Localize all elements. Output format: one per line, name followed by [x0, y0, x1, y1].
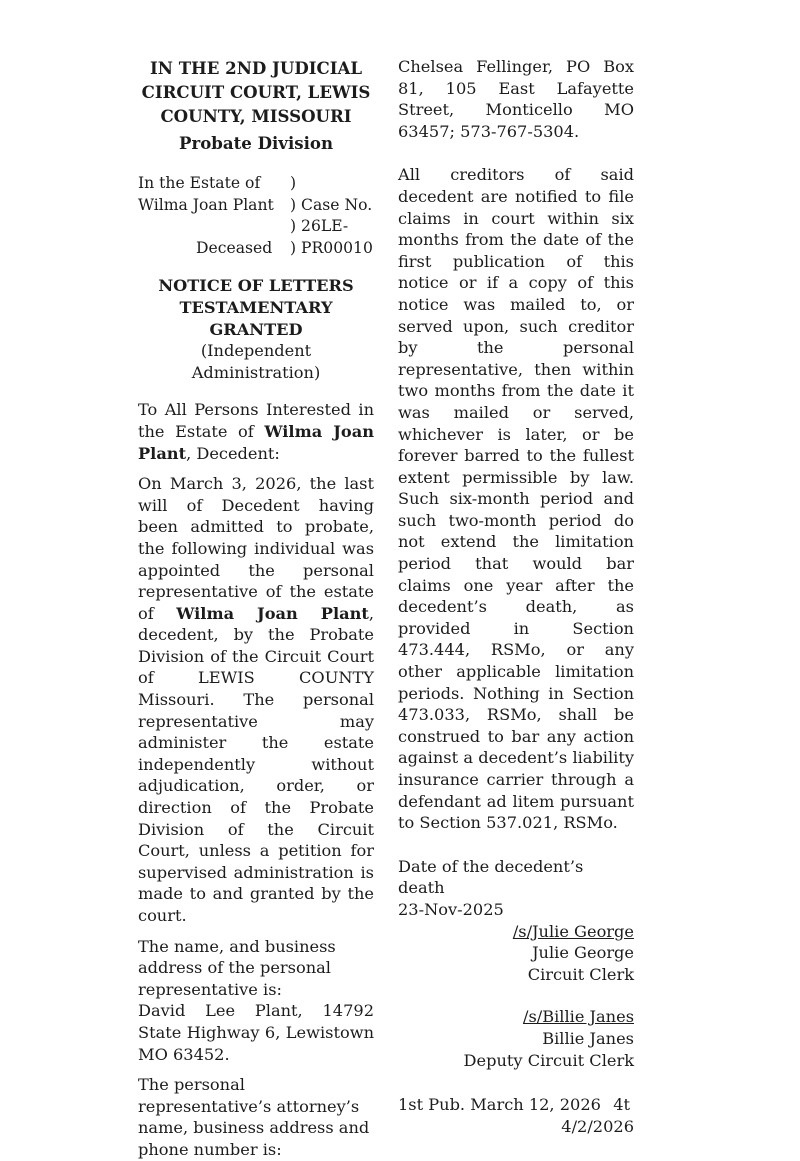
caption-right: ) — [290, 174, 297, 192]
paragraph-text: , decedent, by the Probate Division of the Circuit Court of LEWIS COUNTY Missouri. The personal representative may administer the estate independently without adjudication, order, or direction of the Probate Division of the Circuit Court, unless a petition for supervised administration is made to and granted by the court. — [138, 603, 374, 925]
notice-title-line-2: TESTAMENTARY GRANTED — [179, 297, 333, 339]
creditors-paragraph: All creditors of said decedent are notified to file claims in court within six months from the date of the first publication of this notice or if a copy of this notice was mailed to, or served upon, such creditor by the personal representative, then within two months from the date it was mailed or served, whichever is later, or be forever barred to the fullest extent permissible by law. Such six-month period and such two-month period do not extend the limitation period that would bar claims one year after the decedent’s death, as provided in Section 473.444, RSMo, or any other applicable limitation periods. Nothing in Section 473.033, RSMo, shall be construed to bar any action against a decedent’s liability insurance carrier through a defendant ad litem pursuant to Section 537.021, RSMo. — [398, 165, 634, 833]
caption-right: ) Case No. — [290, 195, 373, 214]
salutation — [138, 399, 374, 464]
notice-title — [138, 275, 374, 340]
signature: /s/Julie George — [512, 921, 634, 941]
caption-row — [138, 173, 374, 195]
decedent-name: Wilma Joan Plant — [176, 603, 369, 623]
caption-row — [138, 238, 374, 260]
appointment-paragraph — [138, 473, 374, 926]
court-header — [138, 56, 374, 155]
publication-line — [398, 1094, 634, 1116]
caption-left: Deceased — [196, 238, 273, 257]
signer-name: Julie George — [532, 943, 634, 963]
notice-subtitle: (Independent Administration) — [191, 341, 321, 382]
caption-row — [138, 216, 374, 238]
attorney-address: Chelsea Fellinger, PO Box 81, 105 East Lafayette Street, Monticello MO 63457; 573-767-5304. — [398, 57, 634, 141]
first-publication: 1st Pub. March 12, 2026 — [398, 1095, 601, 1115]
death-date-block — [398, 856, 634, 921]
notice-title-line-1: NOTICE OF LETTERS — [158, 276, 354, 296]
salutation-text: To All Persons Interested in the Estate of — [138, 400, 374, 441]
caption-row — [138, 195, 374, 217]
signature-block — [398, 921, 634, 986]
signer-name: Billie Janes — [542, 1028, 634, 1048]
attorney-intro: The personal representative’s attorney’s name, business address and phone number is: — [138, 1075, 370, 1159]
representative-address: David Lee Plant, 14792 State Highway 6, Lewistown MO 63452. — [138, 1001, 374, 1064]
publication-block — [398, 1094, 634, 1137]
signer-title: Circuit Clerk — [527, 964, 634, 984]
salutation-text: , Decedent: — [186, 443, 280, 463]
caption-right: ) 26LE- — [290, 217, 349, 236]
last-publication: 4/2/2026 — [561, 1116, 634, 1136]
death-date-value: 23-Nov-2025 — [398, 899, 504, 919]
representative-intro: The name, and business address of the personal representative is: — [138, 936, 336, 999]
division-title: Probate Division — [178, 133, 334, 153]
court-line-3: COUNTY, MISSOURI — [160, 106, 352, 126]
paragraph-text: On March 3, 2026, the last will of Decedent having been admitted to probate, the following individual was appointed the personal representative of the estate of — [138, 474, 374, 623]
signer-title: Deputy Circuit Clerk — [463, 1050, 634, 1070]
death-date-label: Date of the decedent’s death — [398, 856, 584, 898]
signature: /s/Billie Janes — [523, 1007, 634, 1027]
publication-count: 4t — [613, 1095, 630, 1115]
signature-block — [398, 1006, 634, 1071]
court-line-2: CIRCUIT COURT, LEWIS — [141, 82, 371, 102]
court-line-1: IN THE 2ND JUDICIAL — [149, 58, 363, 78]
caption-left: In the Estate of — [138, 174, 261, 192]
decedent-name: Wilma Joan Plant — [138, 421, 374, 463]
caption-left: Wilma Joan Plant — [138, 195, 274, 214]
case-caption — [138, 173, 374, 259]
caption-right: ) PR00010 — [290, 238, 373, 257]
right-column — [398, 56, 634, 1137]
caption-left — [138, 216, 290, 238]
left-column — [138, 56, 374, 1161]
